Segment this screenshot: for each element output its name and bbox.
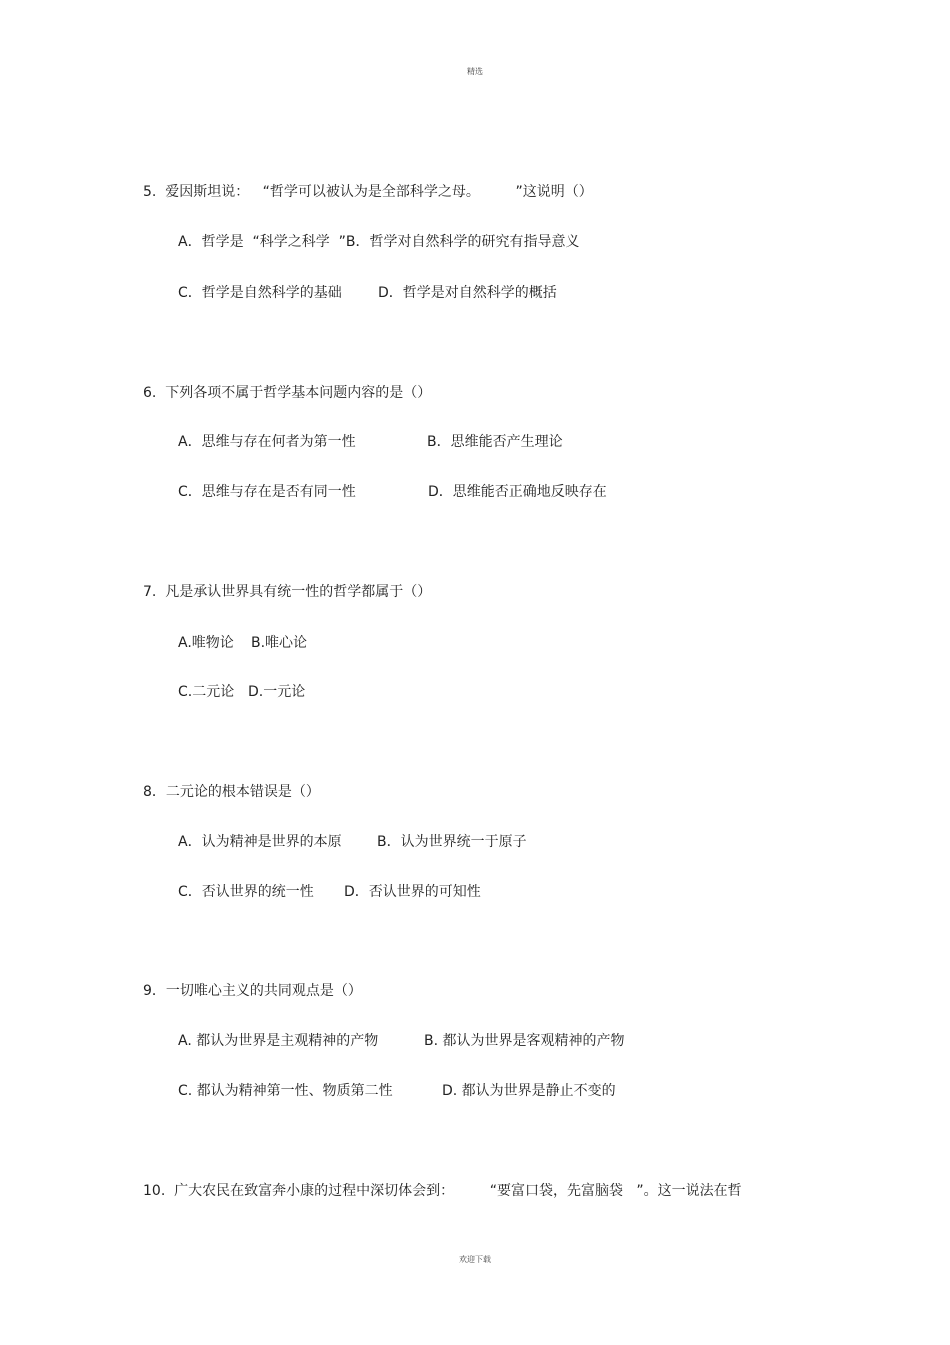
- question-5-stem: 5. 爱因斯坦说： “哲学可以被认为是全部科学之母。 ”这说明（）: [143, 184, 593, 200]
- question-7-option-c: C.二元论: [178, 684, 235, 700]
- question-6-option-b: B．思维能否产生理论: [427, 434, 563, 450]
- question-9-option-a: A. 都认为世界是主观精神的产物: [178, 1033, 379, 1049]
- page-header: 精选: [467, 67, 483, 76]
- question-10-stem: 10. 广大农民在致富奔小康的过程中深切体会到： “要富口袋，先富脑袋 ”。这一说法在哲: [143, 1183, 742, 1199]
- question-9-option-d: D. 都认为世界是静止不变的: [442, 1083, 616, 1099]
- question-7-option-b: B.唯心论: [251, 635, 308, 651]
- question-9-option-b: B. 都认为世界是客观精神的产物: [424, 1033, 625, 1049]
- question-6-option-d: D．思维能否正确地反映存在: [428, 484, 607, 500]
- question-8-option-a: A．认为精神是世界的本原: [178, 834, 342, 850]
- question-6-stem: 6. 下列各项不属于哲学基本问题内容的是（）: [143, 385, 432, 401]
- page-footer: 欢迎下载: [459, 1255, 491, 1264]
- question-5-option-c: C．哲学是自然科学的基础: [178, 285, 342, 301]
- question-9-option-c: C. 都认为精神第一性、物质第二性: [178, 1083, 393, 1099]
- question-6-option-a: A．思维与存在何者为第一性: [178, 434, 356, 450]
- question-8-option-c: C．否认世界的统一性: [178, 884, 314, 900]
- question-8-option-d: D．否认世界的可知性: [344, 884, 481, 900]
- question-7-option-a: A.唯物论: [178, 635, 234, 651]
- question-9-stem: 9．一切唯心主义的共同观点是（）: [143, 983, 362, 999]
- question-8-stem: 8．二元论的根本错误是（）: [143, 784, 320, 800]
- question-6-option-c: C．思维与存在是否有同一性: [178, 484, 356, 500]
- question-8-option-b: B．认为世界统一于原子: [377, 834, 527, 850]
- question-7-option-d: D.一元论: [248, 684, 306, 700]
- question-5-option-ab: A．哲学是 “科学之科学 ”B．哲学对自然科学的研究有指导意义: [178, 234, 580, 250]
- question-7-stem: 7. 凡是承认世界具有统一性的哲学都属于（）: [143, 584, 432, 600]
- question-5-option-d: D．哲学是对自然科学的概括: [378, 285, 557, 301]
